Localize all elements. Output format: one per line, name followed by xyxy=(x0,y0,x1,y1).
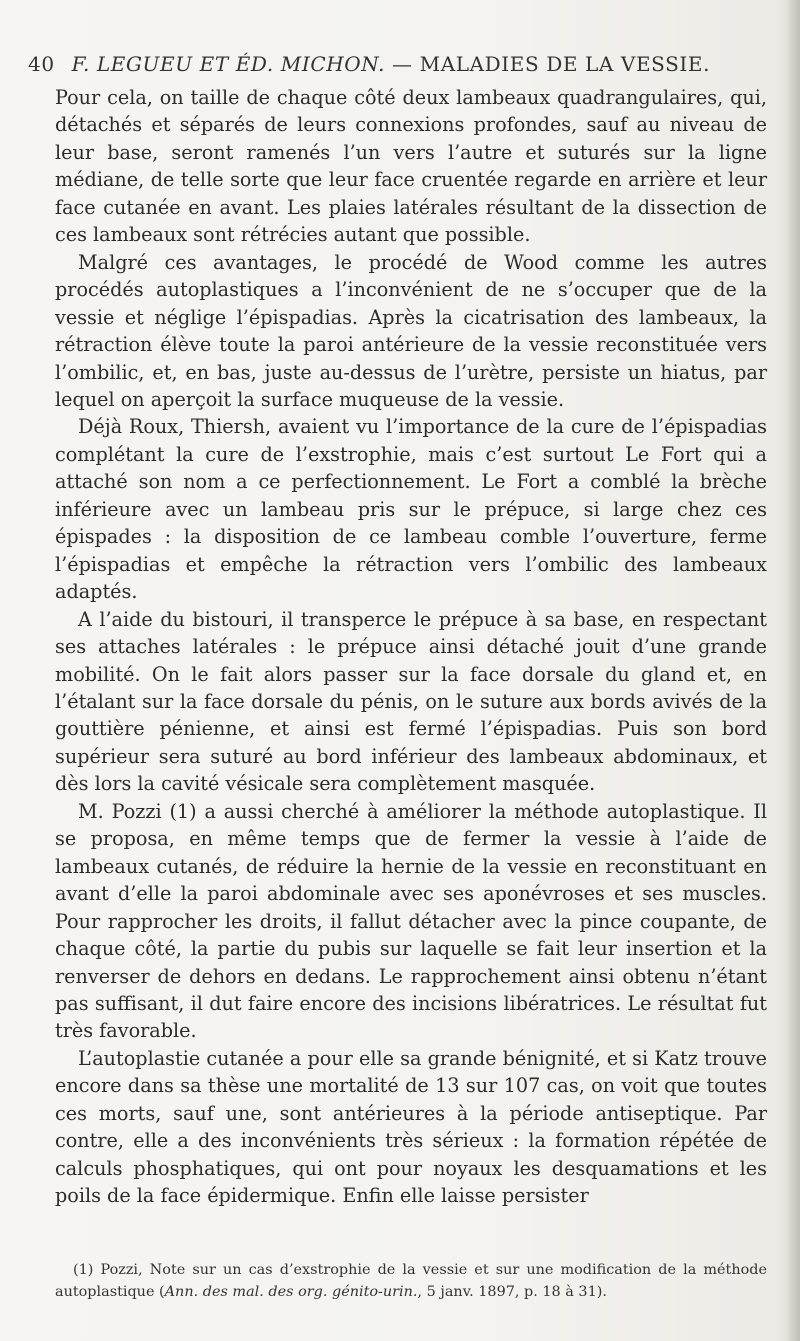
paragraph-2: Malgré ces avantages, le procédé de Wood comme les autres procédés autoplastiques a l’inconvénient de ne s’occuper que de la vessie et néglige l’épispadias. Après la cicatrisation des lambeaux, la rétraction élève toute la paroi antérieure de la vessie reconstituée vers l’ombilic, et, en bas, juste au-dessus de l’urètre, persiste un hiatus, par lequel on aperçoit la surface muqueuse de la vessie. xyxy=(55,250,767,411)
header-separator: — xyxy=(392,52,413,76)
header-title: MALADIES DE LA VESSIE. xyxy=(419,52,711,76)
header-authors: F. LEGUEU ET ÉD. MICHON. xyxy=(71,52,386,76)
running-header xyxy=(28,52,780,76)
paragraph-4: A l’aide du bistouri, il transperce le prépuce à sa base, en respectant ses attaches latérales : le prépuce ainsi détaché jouit d’une grande mobilité. On le fait alors passer sur la face dorsale du gland et, en l’étalant sur la face dorsale du pénis, on le suture aux bords avivés de la gouttière pénienne, et ainsi est fermé l’épispadias. Puis son bord supérieur sera suturé au bord inférieur des lambeaux abdominaux, et dès lors la cavité vésicale sera complètement masquée. xyxy=(55,607,767,796)
footnote xyxy=(55,1260,767,1303)
footnote-text-before: (1) Pozzi, Note sur un cas d’exstrophie de la vessie et sur une modification de la méthode autoplastique ( xyxy=(55,1262,767,1300)
page-edge-shadow xyxy=(786,0,800,1341)
paragraph-5: M. Pozzi (1) a aussi cherché à améliorer la méthode autoplastique. Il se proposa, en même temps que de fermer la vessie à l’aide de lambeaux cutanés, de réduire la hernie de la vessie en reconstituant en avant d’elle la paroi abdominale avec ses aponévroses et ses muscles. Pour rapprocher les droits, il fallut détacher avec la pince coupante, de chaque côté, la partie du pubis sur laquelle se fait leur insertion et la renverser de dehors en dedans. Le rapprochement ainsi obtenu n’étant pas suffisant, il dut faire encore des incisions libératrices. Le résultat fut très favorable. xyxy=(55,799,767,1043)
footnote-text-after: , 5 janv. 1897, p. 18 à 31). xyxy=(417,1283,607,1300)
paragraph-6: L’autoplastie cutanée a pour elle sa grande bénignité, et si Katz trouve encore dans sa thèse une mortalité de 13 sur 107 cas, on voit que toutes ces morts, sauf une, sont antérieures à la période antiseptique. Par contre, elle a des inconvénients très sérieux : la formation répétée de calculs phosphatiques, qui ont pour noyaux les desquamations et les poils de la face épidermique. Enfin elle laisse persister xyxy=(55,1046,767,1208)
page-number: 40 xyxy=(28,52,55,76)
paragraph-3: Déjà Roux, Thiersh, avaient vu l’importance de la cure de l’épispadias complétant la cure de l’exstrophie, mais c’est surtout Le Fort qui a attaché son nom a ce perfectionnement. Le Fort a comblé la brèche inférieure avec un lambeau pris sur le prépuce, si large chez ces épispades : la disposition de ce lambeau comble l’ouverture, ferme l’épispadias et empêche la rétraction vers l’ombilic des lambeaux adaptés. xyxy=(55,415,767,604)
footnote-journal: Ann. des mal. des org. génito-urin. xyxy=(164,1283,418,1300)
paragraph-1: Pour cela, on taille de chaque côté deux lambeaux quadrangulaires, qui, détachés et séparés de leurs connexions profondes, sauf au niveau de leur base, seront ramenés l’un vers l’autre et suturés sur la ligne médiane, de telle sorte que leur face cruentée regarde en arrière et leur face cutanée en avant. Les plaies latérales résultant de la dissection de ces lambeaux sont rétrécies autant que possible. xyxy=(55,86,767,247)
body-text xyxy=(55,84,767,1210)
